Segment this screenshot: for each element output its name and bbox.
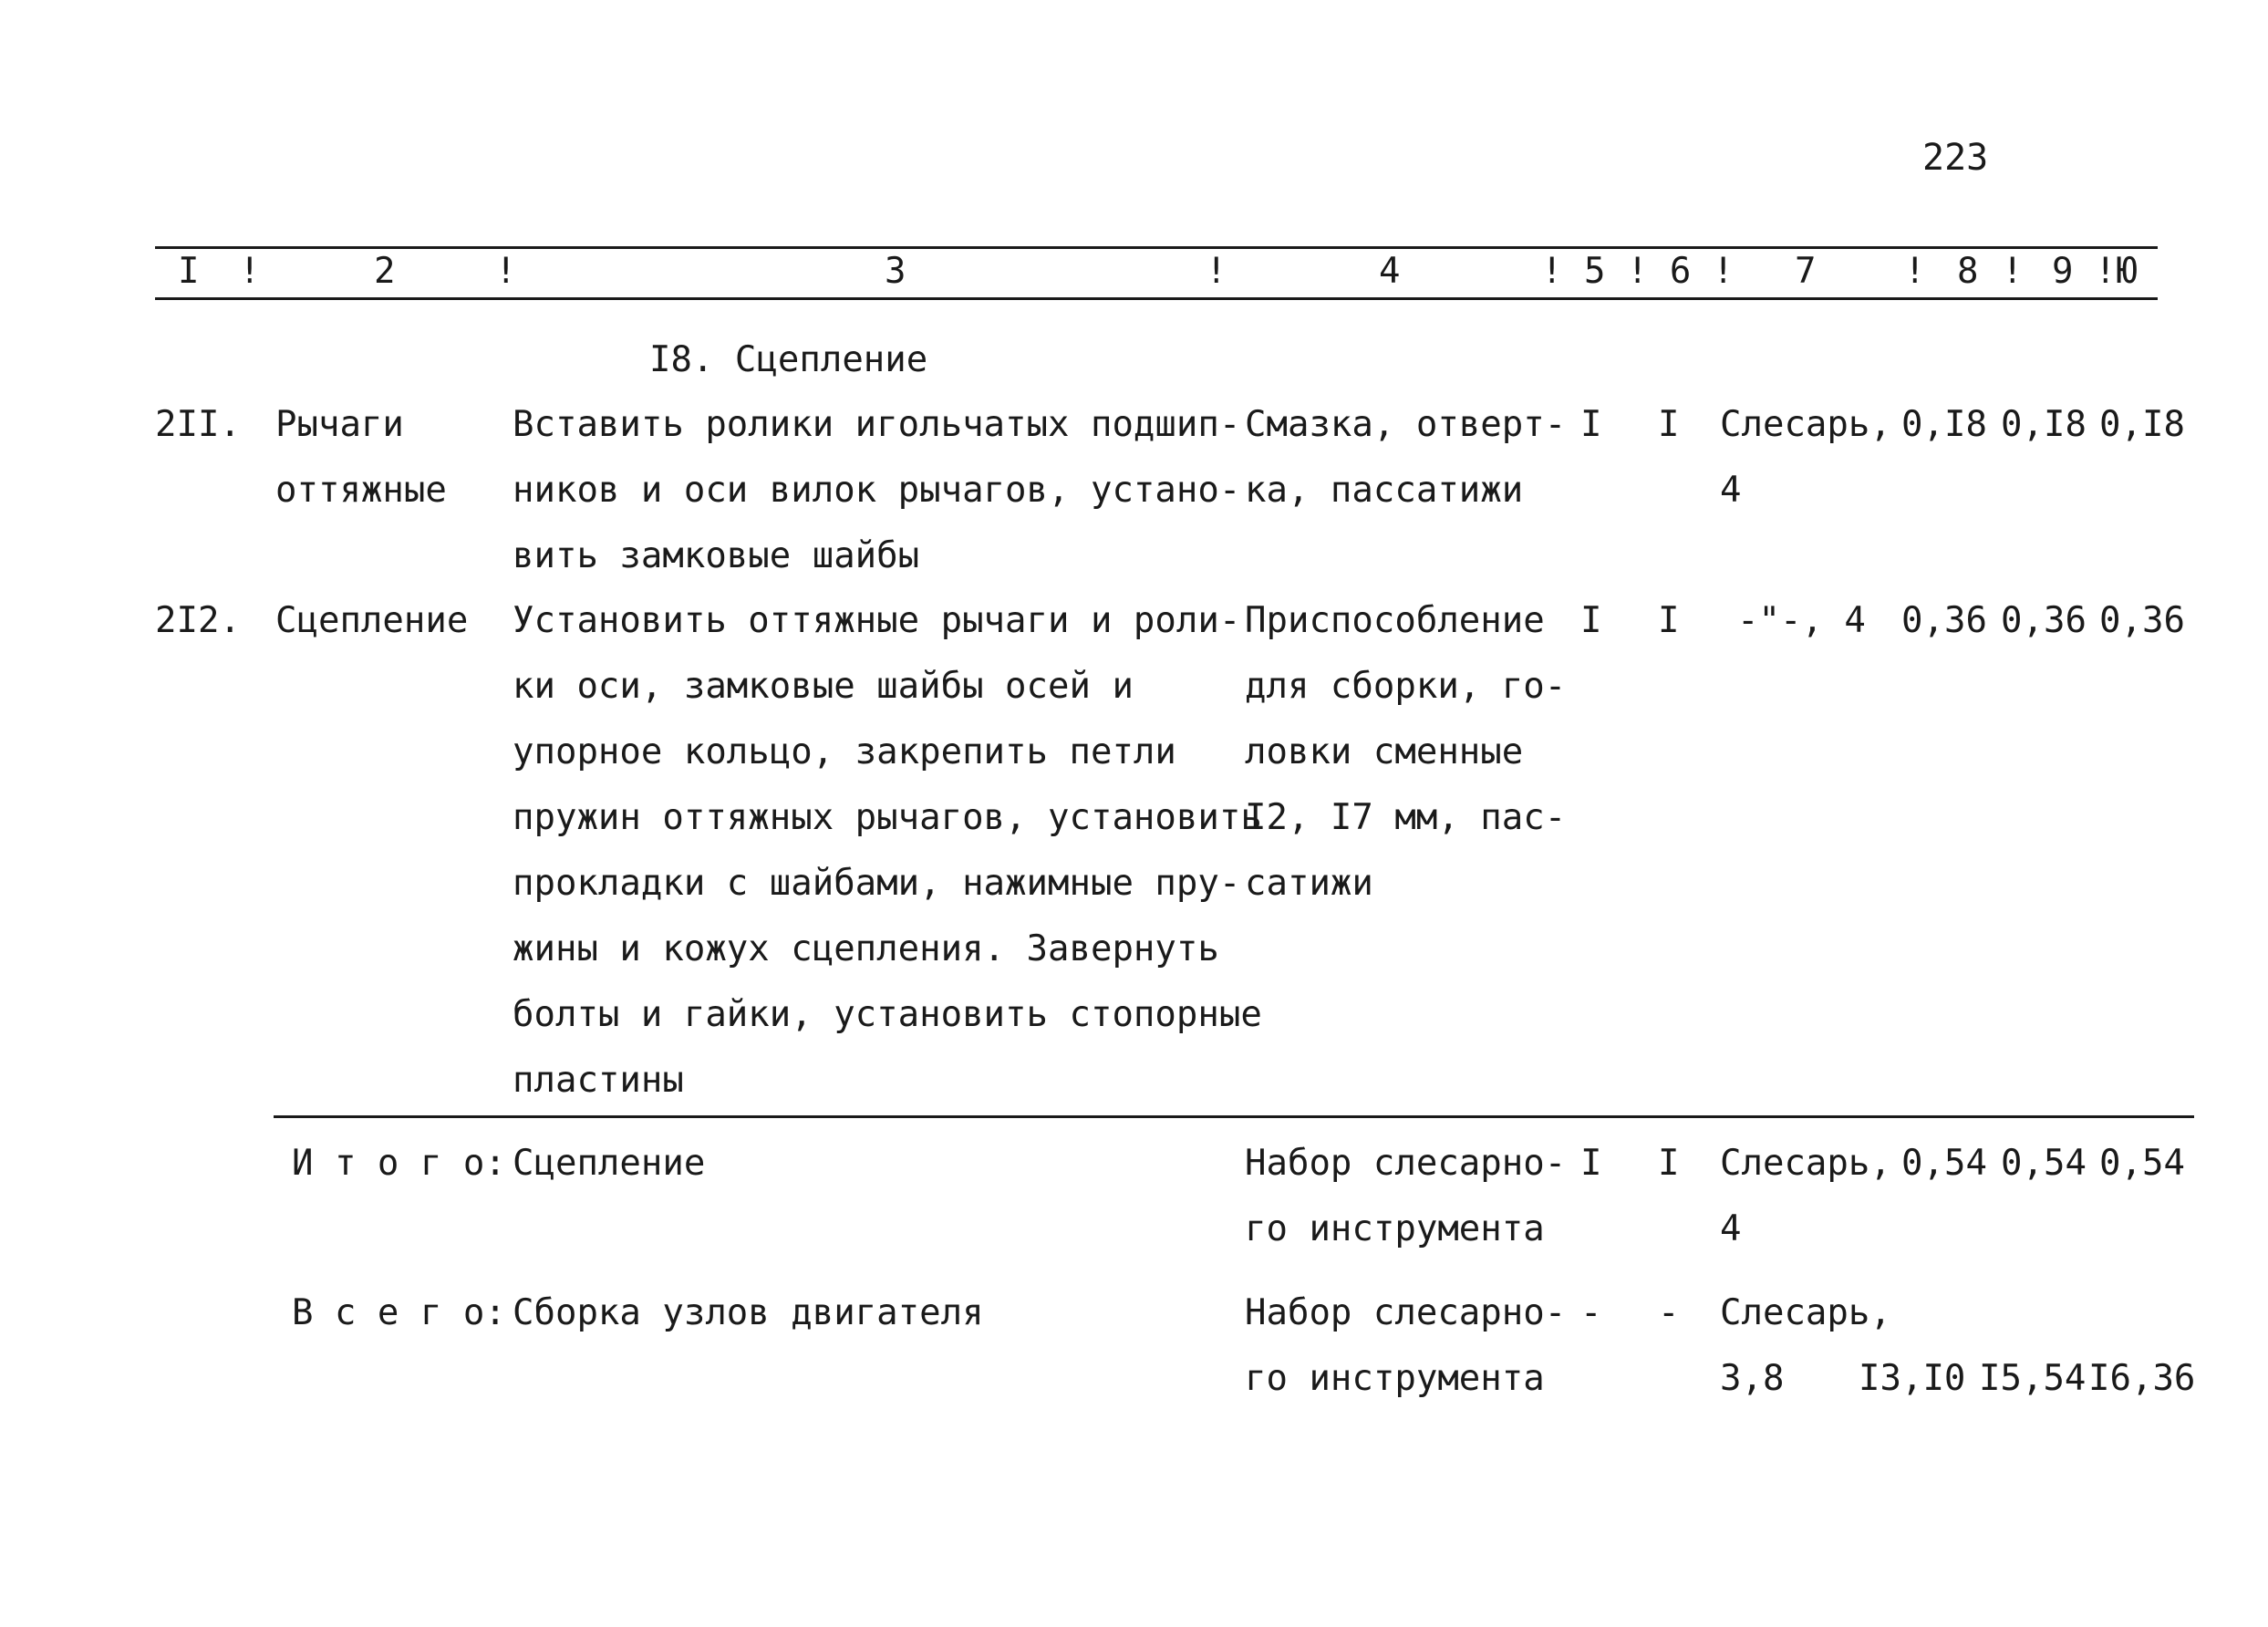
row-col10: 0,I8 bbox=[2099, 404, 2185, 445]
col-header-3: 3 bbox=[885, 251, 906, 292]
row-item-name: Рычаги оттяжные bbox=[275, 404, 447, 511]
header-top-rule bbox=[155, 246, 2158, 249]
col-separator: ! bbox=[495, 251, 517, 292]
row-item-name: Сцепление bbox=[275, 600, 469, 641]
grand-total-col10: I6,36 bbox=[2088, 1358, 2196, 1399]
row-col5: I bbox=[1580, 600, 1602, 641]
total-label: И т о г о: bbox=[292, 1143, 506, 1184]
total-worker: Слесарь, 4 bbox=[1720, 1143, 1891, 1249]
grand-total-col6: - bbox=[1658, 1292, 1680, 1333]
col-separator: ! bbox=[1904, 251, 1926, 292]
total-tools: Набор слесарно- го инструмента bbox=[1245, 1143, 1567, 1249]
col-header-5-6: ! 5 ! 6 ! bbox=[1541, 251, 1735, 292]
grand-total-worker: Слесарь, 3,8 bbox=[1720, 1292, 1891, 1399]
grand-total-name: Сборка узлов двигателя bbox=[513, 1292, 984, 1333]
col-header-1: I bbox=[178, 251, 200, 292]
row-col6: I bbox=[1658, 600, 1680, 641]
page-number: 223 bbox=[1922, 137, 1989, 179]
grand-total-label: В с е г о: bbox=[292, 1292, 506, 1333]
row-number: 2I2. bbox=[155, 600, 241, 641]
row-worker: -"-, 4 bbox=[1737, 600, 1866, 641]
col-separator: ! bbox=[239, 251, 261, 292]
grand-total-tools: Набор слесарно- го инструмента bbox=[1245, 1292, 1567, 1399]
col-header-4: 4 bbox=[1379, 251, 1401, 292]
row-work-description: Вставить ролики игольчатых подшип- ников и оси вилок рычагов, устано- вить замковые шайбы bbox=[513, 404, 1241, 576]
row-col8: 0,36 bbox=[1901, 600, 1987, 641]
row-tools: Смазка, отверт- ка, пассатижи bbox=[1245, 404, 1567, 511]
total-col8: 0,54 bbox=[1901, 1143, 1987, 1184]
row-col9: 0,36 bbox=[2001, 600, 2087, 641]
row-worker: Слесарь, 4 bbox=[1720, 404, 1891, 511]
grand-total-col8: I3,I0 bbox=[1859, 1358, 1966, 1399]
row-tools: Приспособление для сборки, го- ловки сменные I2, I7 мм, пас- сатижи bbox=[1245, 600, 1567, 904]
row-number: 2II. bbox=[155, 404, 241, 445]
row-col8: 0,I8 bbox=[1901, 404, 1987, 445]
grand-total-col5: - bbox=[1580, 1292, 1602, 1333]
total-name: Сцепление bbox=[513, 1143, 706, 1184]
row-work-description: Установить оттяжные рычаги и роли- ки оси, замковые шайбы осей и упорное кольцо, закрепить петли пружин оттяжных рычагов, установить прокладки с шайбами, нажимные пру- жины и кожух сцепления. Завернуть болты и гайки, установить стопорные пластины bbox=[513, 600, 1262, 1101]
col-separator: ! bbox=[1206, 251, 1227, 292]
row-col10: 0,36 bbox=[2099, 600, 2185, 641]
section-title: I8. Сцепление bbox=[649, 339, 928, 380]
total-col6: I bbox=[1658, 1143, 1680, 1184]
total-col10: 0,54 bbox=[2099, 1143, 2185, 1184]
col-header-8: 8 bbox=[1957, 251, 1979, 292]
col-header-9-10: 9 !Ю bbox=[2052, 251, 2138, 292]
column-header-row bbox=[0, 251, 2268, 295]
col-header-7: 7 bbox=[1795, 251, 1817, 292]
totals-rule bbox=[274, 1115, 2194, 1118]
total-col5: I bbox=[1580, 1143, 1602, 1184]
row-col6: I bbox=[1658, 404, 1680, 445]
row-col9: 0,I8 bbox=[2001, 404, 2087, 445]
col-header-2: 2 bbox=[374, 251, 396, 292]
row-col5: I bbox=[1580, 404, 1602, 445]
col-separator: ! bbox=[2002, 251, 2024, 292]
total-col9: 0,54 bbox=[2001, 1143, 2087, 1184]
grand-total-col9: I5,54 bbox=[1979, 1358, 2087, 1399]
header-bottom-rule bbox=[155, 297, 2158, 300]
